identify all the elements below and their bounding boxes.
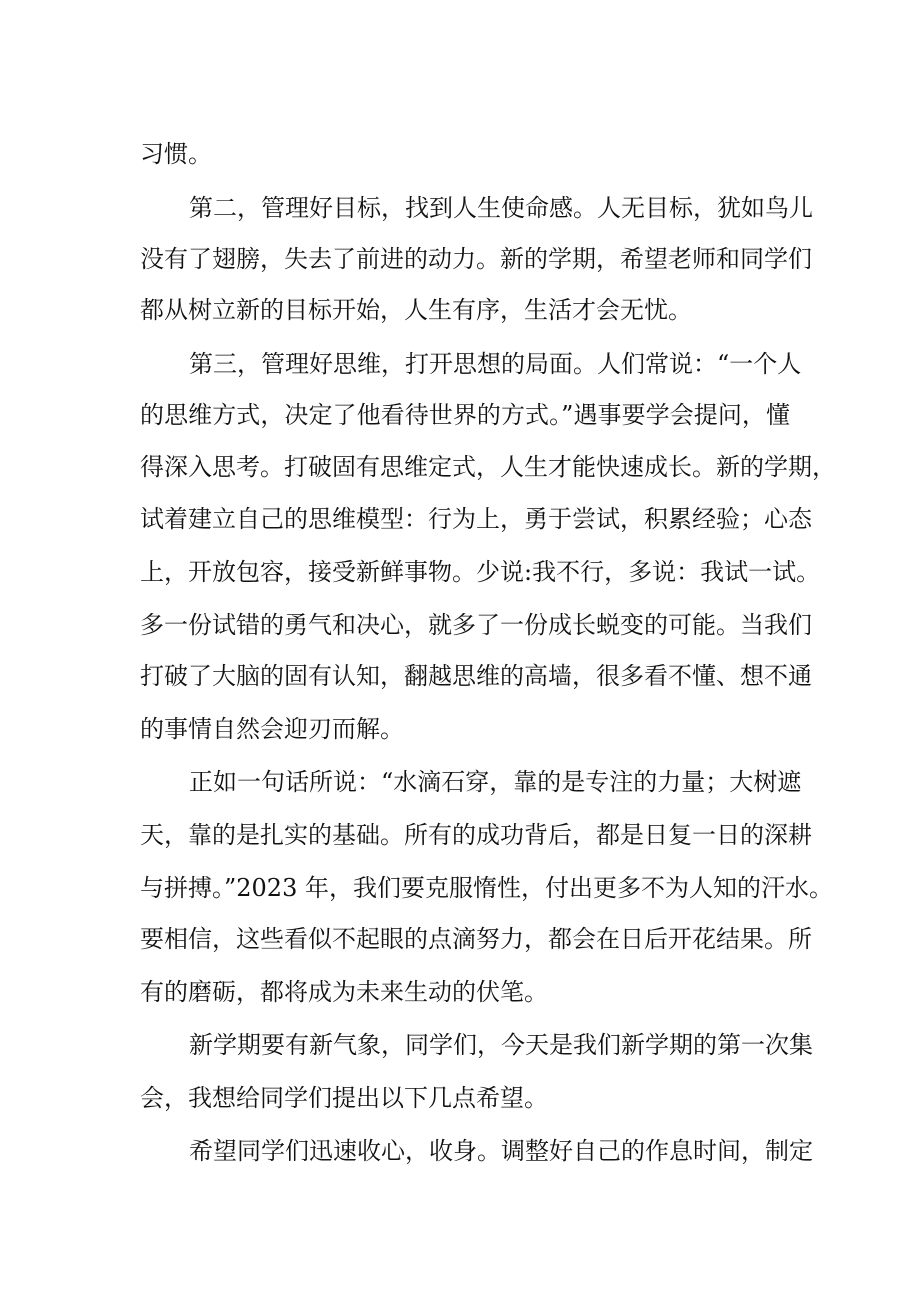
text-line: 打破了大脑的固有认知，翻越思维的高墙，很多看不懂、想不通: [140, 662, 812, 690]
text-line: 与拼搏。”2023 年，我们要克服惰性，付出更多不为人知的汗水。: [140, 874, 833, 902]
text-line: 希望同学们迅速收心，收身。调整好自己的作息时间，制定: [189, 1137, 813, 1165]
text-line: 新学期要有新气象，同学们，今天是我们新学期的第一次集: [189, 1031, 813, 1059]
text-line: 正如一句话所说：“水滴石穿，靠的是专注的力量；大树遮: [189, 768, 802, 796]
text-line: 天，靠的是扎实的基础。所有的成功背后，都是日复一日的深耕: [140, 821, 812, 849]
text-line: 试着建立自己的思维模型：行为上，勇于尝试，积累经验；心态: [140, 505, 812, 533]
text-line: 有的磨砺，都将成为未来生动的伏笔。: [140, 978, 548, 1006]
text-line: 多一份试错的勇气和决心，就多了一份成长蜕变的可能。当我们: [140, 611, 812, 639]
text-line: 的事情自然会迎刃而解。: [140, 715, 404, 743]
text-line: 第三，管理好思维，打开思想的局面。人们常说：“一个人: [189, 350, 802, 378]
text-line: 得深入思考。打破固有思维定式，人生才能快速成长。新的学期，: [140, 453, 836, 481]
text-line: 要相信，这些看似不起眼的点滴努力，都会在日后开花结果。所: [140, 925, 812, 953]
text-line: 的思维方式，决定了他看待世界的方式。”遇事要学会提问，懂: [140, 401, 790, 429]
text-line: 都从树立新的目标开始，人生有序，生活才会无忧。: [140, 296, 692, 324]
text-line: 没有了翅膀，失去了前进的动力。新的学期，希望老师和同学们: [140, 245, 812, 273]
text-line: 上，开放包容，接受新鲜事物。少说:我不行，多说：我试一试。: [140, 558, 821, 586]
text-line: 习惯。: [140, 140, 212, 168]
text-line: 会，我想给同学们提出以下几点希望。: [140, 1084, 548, 1112]
text-line: 第二，管理好目标，找到人生使命感。人无目标，犹如鸟儿: [189, 194, 813, 222]
